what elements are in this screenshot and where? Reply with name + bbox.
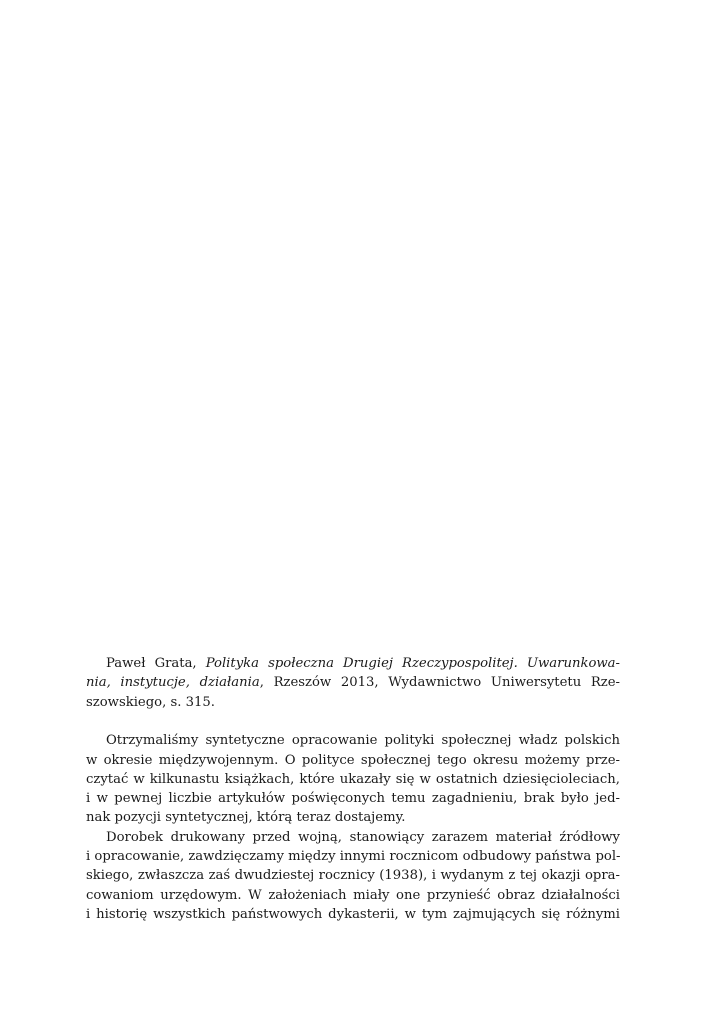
citation-title: Polityka społeczna Drugiej Rzeczypospolitej. Uwarunkowa- <box>205 656 620 671</box>
paragraph-line: nak pozycji syntetycznej, którą teraz dostajemy. <box>86 810 406 826</box>
review-text <box>86 654 620 924</box>
paragraph-line: i opracowanie, zawdzięczamy między innymi rocznicom odbudowy państwa pol- <box>86 849 621 865</box>
citation <box>86 654 620 712</box>
spacer <box>86 712 620 731</box>
paragraph-line: czytać w kilkunastu książkach, które ukazały się w ostatnich dziesięcioleciach, <box>86 771 620 787</box>
paragraph-line: i w pewnej liczbie artykułów poświęconych temu zagadnieniu, brak było jed- <box>86 791 620 807</box>
paragraph-line: i historię wszystkich państwowych dykasterii, w tym zajmujących się różnymi <box>86 906 620 922</box>
paragraph-2 <box>86 828 620 924</box>
citation-line-2 <box>86 673 620 692</box>
paragraph-line: cowaniom urzędowym. W założeniach miały one przynieść obraz działalności <box>86 887 620 903</box>
citation-line-1 <box>86 654 620 673</box>
citation-publisher-cont: szowskiego, s. 315. <box>86 694 216 710</box>
paragraph-line: skiego, zwłaszcza zaś dwudziestej rocznicy (1938), i wydanym z tej okazji opra- <box>86 868 620 884</box>
citation-title-cont: nia, instytucje, działania <box>86 675 260 691</box>
citation-publisher: , Rzeszów 2013, Wydawnictwo Uniwersytetu Rze- <box>259 675 620 691</box>
citation-line-3 <box>86 693 620 712</box>
paragraph-line: w okresie międzywojennym. O polityce społecznej tego okresu możemy prze- <box>86 752 620 768</box>
paragraph-line: Dorobek drukowany przed wojną, stanowiący zarazem materiał źródłowy <box>106 829 620 845</box>
paragraph-line: Otrzymaliśmy syntetyczne opracowanie polityki społecznej władz polskich <box>106 733 620 749</box>
paragraph-1 <box>86 731 620 827</box>
citation-author: Paweł Grata, <box>106 656 206 671</box>
